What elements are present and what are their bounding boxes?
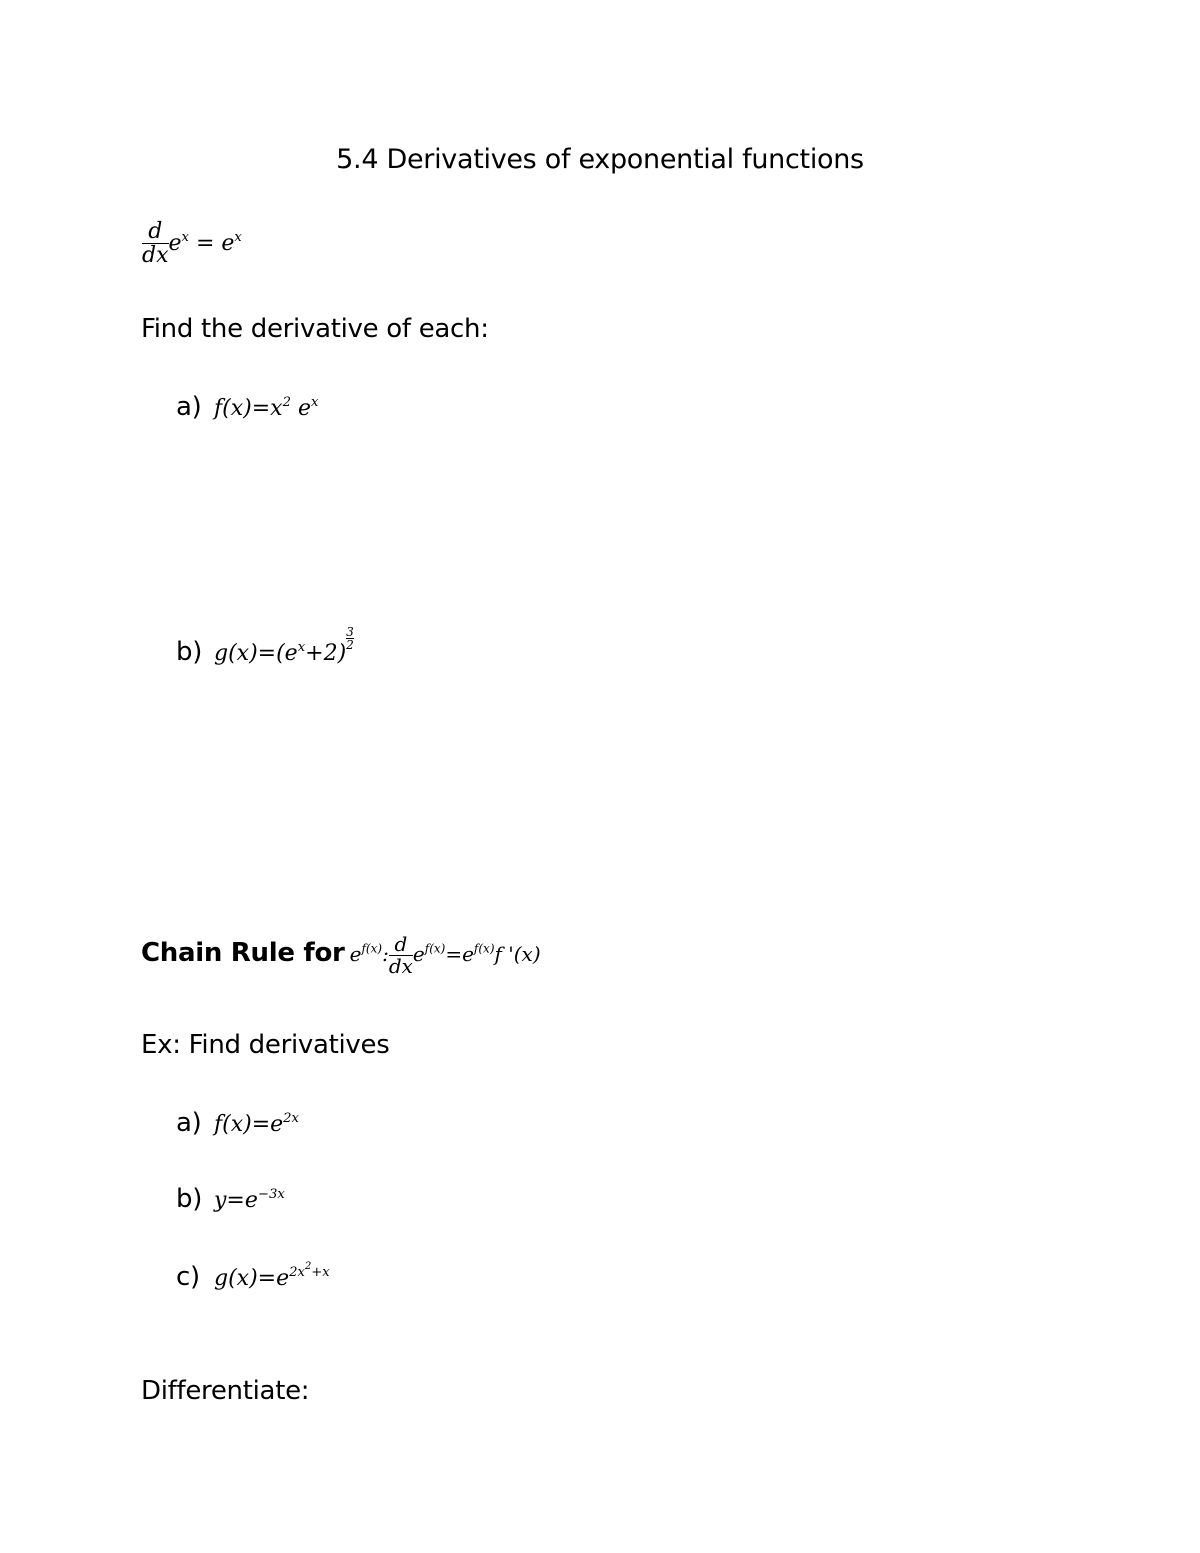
example-heading: Ex: Find derivatives xyxy=(141,1030,390,1060)
derivative-fraction xyxy=(389,934,413,977)
chain-rule-heading: Chain Rule for xyxy=(141,938,345,968)
item-expression: $f(x)=x^2$ $e^x$ xyxy=(214,394,319,421)
list-item xyxy=(176,1108,299,1138)
page-title: 5.4 Derivatives of exponential functions xyxy=(336,144,864,175)
item-label: b) xyxy=(176,636,203,667)
derivative-fraction xyxy=(142,220,169,267)
list-item xyxy=(176,1262,330,1292)
item-expression: $g(x)=e^{2x^2+x}$ xyxy=(214,1260,330,1291)
derivative-rule xyxy=(142,220,242,267)
item-label: a) xyxy=(176,1108,202,1138)
fraction-denominator: dx xyxy=(388,954,413,978)
list-item xyxy=(176,392,318,422)
chain-rule-expression: $e^{f(x)}$: $\frac{d}{dx}$ $e^{f(x)}=e^{f(x)}f$ '(x) xyxy=(349,932,541,978)
fraction-exponent: $\frac{3}{2}$ xyxy=(346,625,354,653)
fraction-numerator: d xyxy=(142,220,169,244)
item-expression: $g(x)=(e^x+2)$ $\frac{3}{2}$ xyxy=(214,625,354,666)
fraction-denominator: dx xyxy=(142,243,169,269)
chain-rule xyxy=(141,934,541,977)
item-expression: $y=e^{-3x}$ xyxy=(214,1186,285,1213)
list-item xyxy=(176,626,354,667)
rule-rhs: $e^x = e^x$ xyxy=(168,229,242,256)
list-item xyxy=(176,1184,285,1214)
item-label: c) xyxy=(176,1262,200,1292)
item-label: b) xyxy=(176,1184,203,1214)
item-expression: $f(x)=e^{2x}$ xyxy=(214,1110,299,1137)
find-heading: Find the derivative of each: xyxy=(141,314,489,344)
fraction-numerator: d xyxy=(389,934,413,956)
differentiate-heading: Differentiate: xyxy=(141,1376,310,1406)
item-label: a) xyxy=(176,392,202,422)
